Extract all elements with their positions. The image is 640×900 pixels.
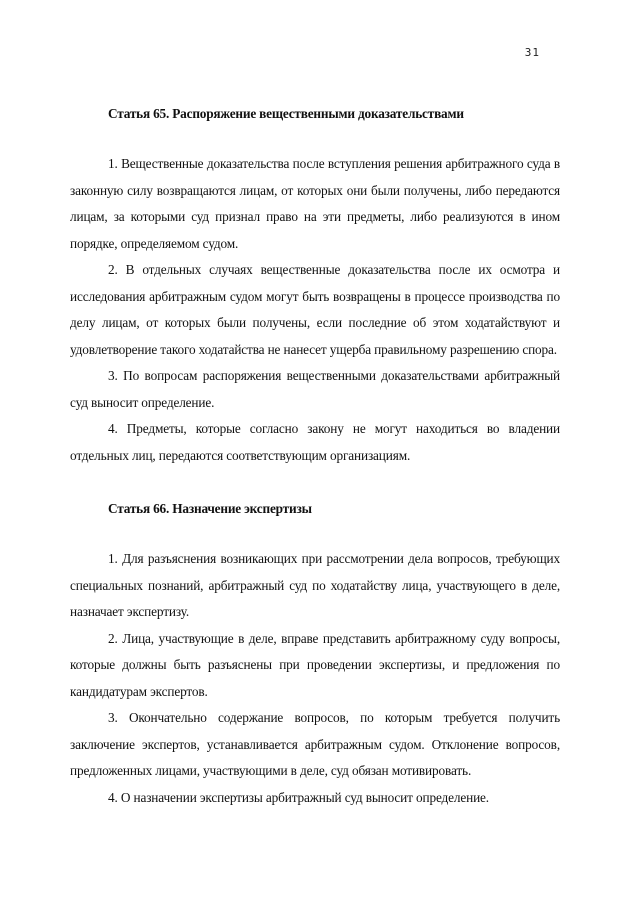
article-65-paragraph-3: 3. По вопросам распоряжения вещественными доказательствами арбитражный суд выносит определение. xyxy=(70,368,560,410)
article-66-paragraph-4: 4. О назначении экспертизы арбитражный суд выносит определение. xyxy=(108,789,489,805)
page-number: 31 xyxy=(524,46,540,59)
article-66-paragraph-3: 3. Окончательно содержание вопросов, по которым требуется получить заключение экспертов, устанавливается арбитражным судом. Отклонение вопросов, предложенных лицами, участвующими в деле, суд обязан мотивировать. xyxy=(70,710,560,778)
article-65-paragraph-1: 1. Вещественные доказательства после вступления решения арбитражного суда в законную силу возвращаются лицам, от которых они были получены, либо передаются лицам, за которыми суд признал право на эти предметы, либо реализуются в ином порядке, определяемом судом. xyxy=(70,156,560,251)
article-65-paragraph-2: 2. В отдельных случаях вещественные доказательства после их осмотра и исследования арбитражным судом могут быть возвращены в процессе производства по делу лицам, от которых были получены, если последние об этом ходатайствуют и удовлетворение такого ходатайства не нанесет ущерба правильному разрешению спора. xyxy=(70,262,560,357)
article-66 xyxy=(70,499,560,811)
article-66-paragraph-1: 1. Для разъяснения возникающих при рассмотрении дела вопросов, требующих специальных познаний, арбитражный суд по ходатайству лица, участвующего в деле, назначает экспертизу. xyxy=(70,551,560,619)
article-66-title: Статья 66. Назначение экспертизы xyxy=(108,501,312,516)
article-66-paragraph-2: 2. Лица, участвующие в деле, вправе представить арбитражному суду вопросы, которые должны быть разъяснены при проведении экспертизы, и предложения по кандидатурам экспертов. xyxy=(70,630,560,699)
article-65-title: Статья 65. Распоряжение вещественными доказательствами xyxy=(108,106,464,121)
article-65 xyxy=(70,104,560,469)
article-65-paragraph-4: 4. Предметы, которые согласно закону не могут находиться во владении отдельных лиц, передаются соответствующим организациям. xyxy=(70,421,560,463)
